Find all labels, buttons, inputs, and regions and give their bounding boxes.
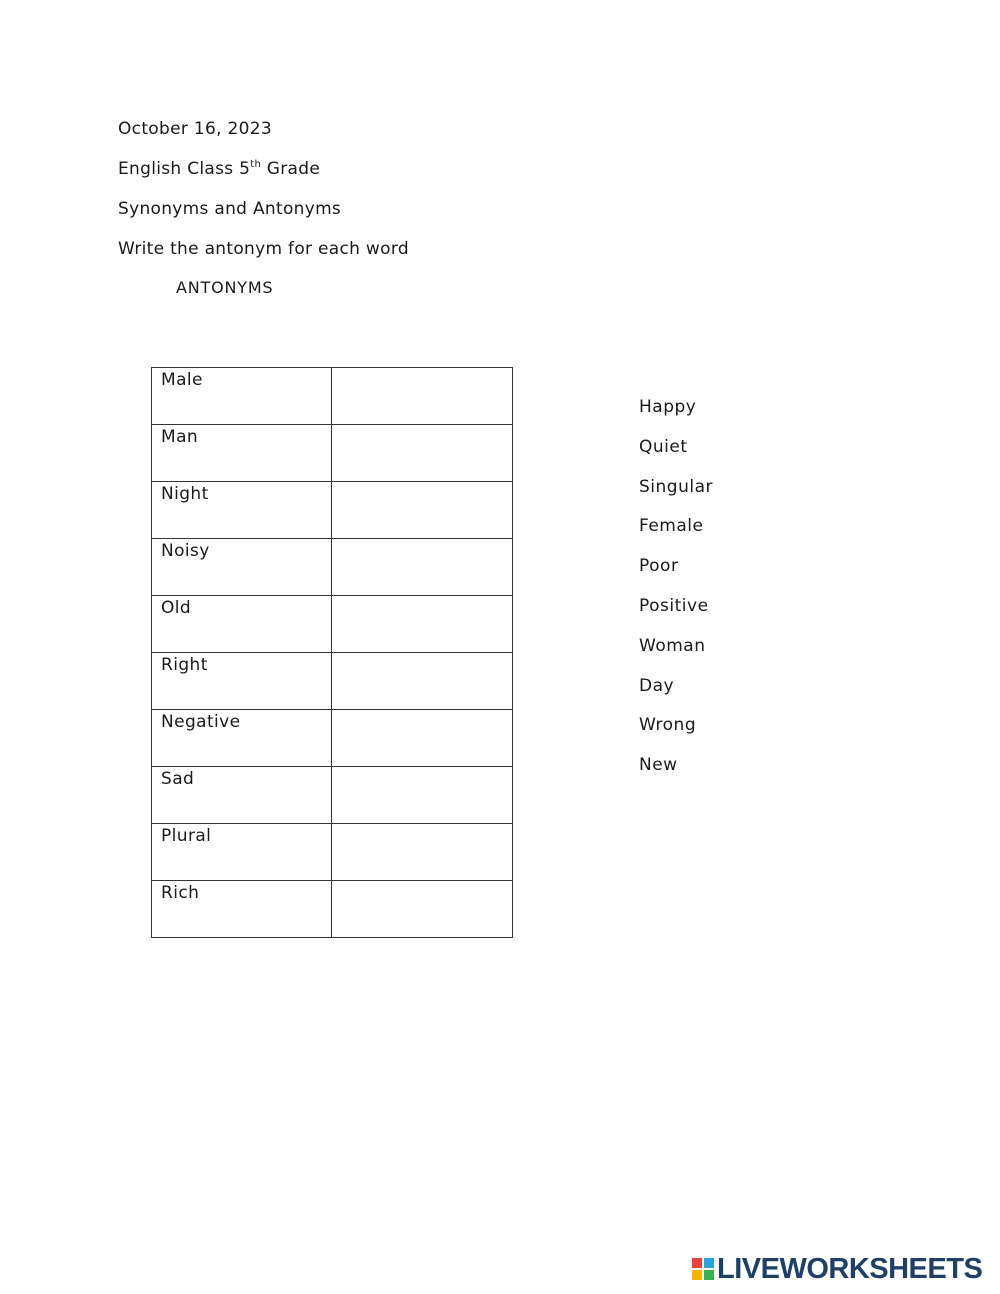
answer-cell [332,425,513,482]
word-bank-item: Poor [639,556,679,577]
answer-input[interactable] [332,539,512,595]
instruction-text: Write the antonym for each word [118,239,409,259]
answer-input[interactable] [332,710,512,766]
brand-name: LIVEWORKSHEETS [717,1252,983,1285]
word-text: Old [161,598,192,618]
liveworksheets-logo [692,1254,982,1284]
answer-cell [332,539,513,596]
table-row [152,824,513,881]
word-text: Male [161,370,203,390]
answer-input[interactable] [332,881,512,937]
table-row [152,881,513,938]
answer-input[interactable] [332,482,512,538]
class-title-suffix: Grade [261,159,321,179]
word-cell [152,539,332,596]
logo-square [704,1258,714,1268]
word-bank-item: Woman [639,635,706,656]
answer-cell [332,653,513,710]
word-bank-item: Positive [639,595,709,616]
word-bank-item: Day [639,675,675,696]
table-row [152,425,513,482]
table-row [152,710,513,767]
logo-square [704,1270,714,1280]
answer-cell [332,482,513,539]
logo-square [692,1270,702,1280]
answer-cell [332,824,513,881]
date-text: October 16, 2023 [118,119,272,139]
word-cell [152,368,332,425]
word-bank-item: New [639,755,678,776]
word-text: Noisy [161,541,210,561]
logo-square [692,1258,702,1268]
word-bank-item: Singular [639,476,713,497]
answer-input[interactable] [332,596,512,652]
table-row [152,368,513,425]
word-text: Man [161,427,199,447]
answer-input[interactable] [332,368,512,424]
word-cell [152,824,332,881]
class-title-prefix: English Class 5 [118,159,251,179]
antonym-table [151,367,513,938]
table-row [152,767,513,824]
word-cell [152,596,332,653]
answer-cell [332,881,513,938]
word-cell [152,482,332,539]
word-cell [152,425,332,482]
word-text: Night [161,484,209,504]
table-row [152,539,513,596]
antonyms-heading: ANTONYMS [176,278,274,297]
word-cell [152,881,332,938]
answer-input[interactable] [332,425,512,481]
table-row [152,653,513,710]
answer-cell [332,710,513,767]
answer-input[interactable] [332,767,512,823]
answer-cell [332,767,513,824]
class-title [118,159,320,179]
answer-input[interactable] [332,824,512,880]
word-text: Plural [161,826,212,846]
liveworksheets-icon [692,1258,714,1280]
word-cell [152,710,332,767]
word-text: Right [161,655,208,675]
word-bank-item: Quiet [639,436,688,457]
word-bank-item: Wrong [639,715,697,736]
answer-cell [332,368,513,425]
word-bank [639,397,713,795]
word-text: Negative [161,712,241,732]
word-cell [152,767,332,824]
word-text: Sad [161,769,195,789]
word-cell [152,653,332,710]
word-bank-item: Female [639,516,704,537]
table-row [152,596,513,653]
answer-cell [332,596,513,653]
answer-input[interactable] [332,653,512,709]
table-row [152,482,513,539]
topic-text: Synonyms and Antonyms [118,199,342,219]
word-bank-item: Happy [639,397,697,417]
class-title-sup: th [250,159,262,170]
word-text: Rich [161,883,200,903]
